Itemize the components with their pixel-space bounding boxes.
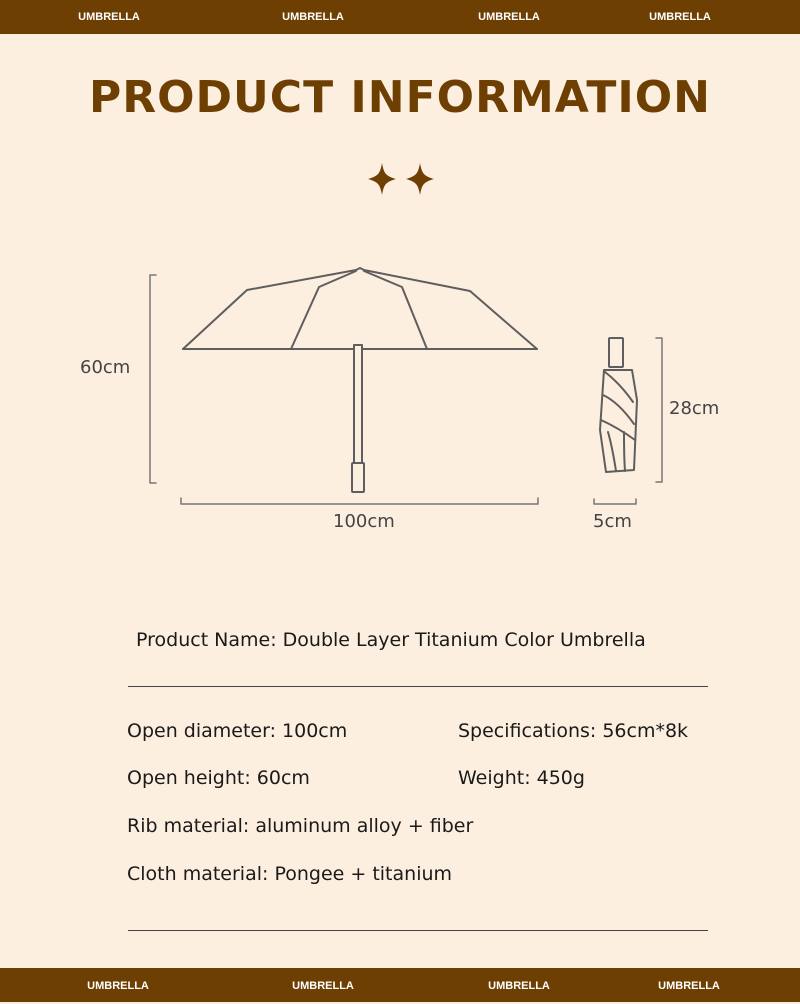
divider — [128, 686, 708, 687]
banner-label: UMBRELLA — [292, 980, 354, 992]
open-height-label: 60cm — [80, 357, 131, 378]
bottom-banner — [0, 968, 800, 1002]
spec-cloth-material: Cloth material: Pongee + titanium — [127, 863, 453, 885]
banner-label: UMBRELLA — [78, 11, 140, 23]
banner-label: UMBRELLA — [282, 11, 344, 23]
product-name: Product Name: Double Layer Titanium Color Umbrella — [136, 629, 646, 651]
banner-label: UMBRELLA — [478, 11, 540, 23]
banner-label: UMBRELLA — [649, 11, 711, 23]
banner-label: UMBRELLA — [488, 980, 550, 992]
divider — [128, 930, 708, 931]
spec-rib-material: Rib material: aluminum alloy + fiber — [127, 815, 474, 837]
spec-weight: Weight: 450g — [458, 767, 585, 789]
folded-height-label: 28cm — [669, 398, 720, 419]
spec-open-height: Open height: 60cm — [127, 767, 310, 789]
page-title: PRODUCT INFORMATION — [89, 72, 711, 123]
spec-open-diameter: Open diameter: 100cm — [127, 720, 348, 742]
banner-label: UMBRELLA — [87, 980, 149, 992]
open-width-label: 100cm — [333, 511, 395, 532]
banner-label: UMBRELLA — [658, 980, 720, 992]
spec-specifications: Specifications: 56cm*8k — [458, 720, 689, 742]
umbrella-open-icon — [150, 268, 538, 504]
umbrella-folded-icon — [594, 338, 662, 504]
folded-width-label: 5cm — [593, 511, 632, 532]
